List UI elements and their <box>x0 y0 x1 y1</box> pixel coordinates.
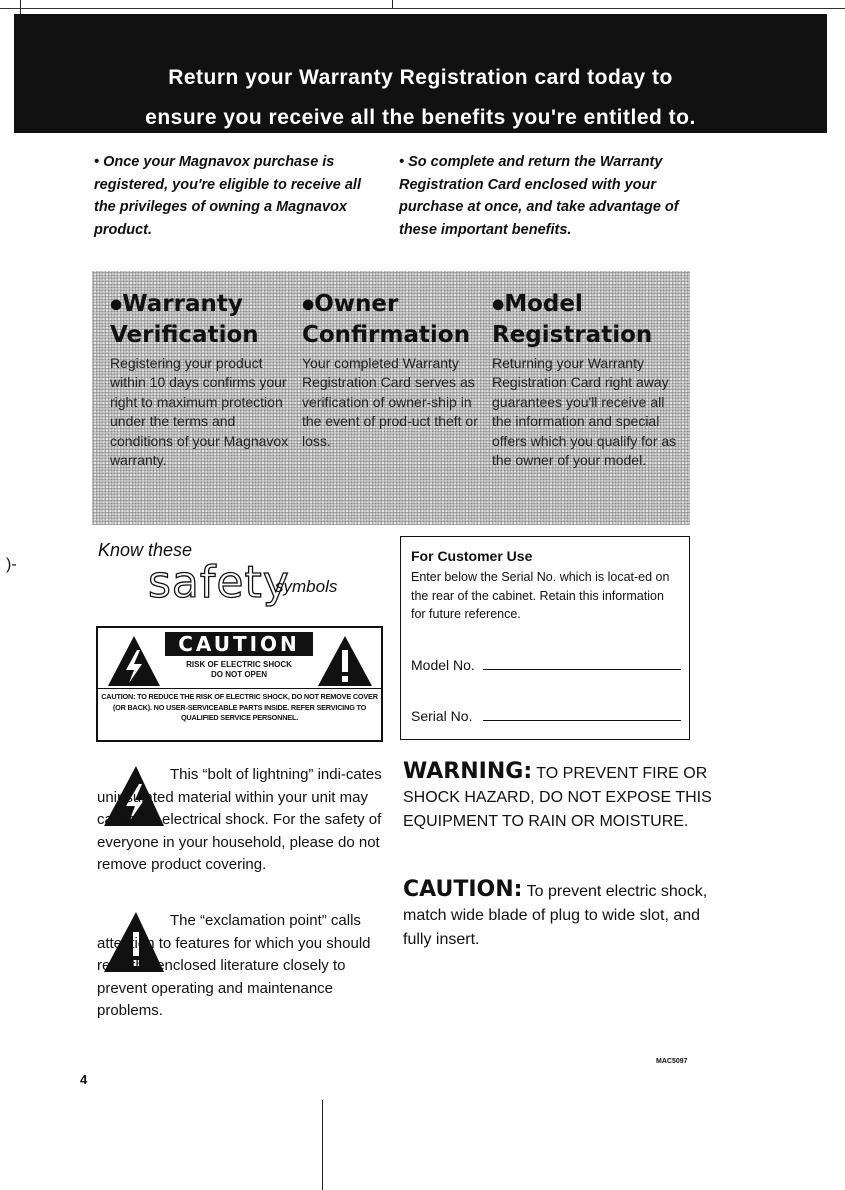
safety-word: safety <box>148 557 290 608</box>
benefit-owner <box>302 289 487 451</box>
crop-mark <box>322 1100 323 1190</box>
crop-mark <box>392 0 393 8</box>
customer-title: For Customer Use <box>411 548 533 564</box>
benefit-warranty <box>110 289 295 471</box>
bullet-right: • So complete and return the Warranty Registration Card enclosed with your purchase at once, and take advantage of these important benefits. <box>399 154 679 238</box>
benefit-body: Registering your product within 10 days confirms your right to maximum protection under the terms and conditions of your Magnavox warranty. <box>110 354 289 468</box>
bullet-left: • Once your Magnavox purchase is registered, you're eligible to receive all the privileges of owning a Magnavox product. <box>94 154 361 238</box>
benefit-title: Confirmation <box>302 321 470 348</box>
benefit-body: Your completed Warranty Registration Card serves as verification of owner-ship in the event of prod-uct theft or loss. <box>302 354 478 449</box>
exclamation-triangle-icon <box>316 634 374 688</box>
customer-instructions: Enter below the Serial No. which is locat-ed on the rear of the cabinet. Retain this information for future reference. <box>411 570 670 621</box>
benefit-title: ●Owner <box>302 291 399 317</box>
exclamation-text: The “exclamation point” calls attention to features for which you should read the enclosed literature closely to prevent operating and maintenance problems. <box>97 912 371 1019</box>
caution-title: CAUTION <box>165 632 313 656</box>
warranty-banner <box>14 14 827 133</box>
benefit-title: ●Model <box>492 291 583 317</box>
banner-line-2: ensure you receive all the benefits you're entitled to. <box>145 106 696 129</box>
margin-mark: )‐ <box>6 556 17 573</box>
caution-label <box>96 626 383 742</box>
warning-heading: WARNING: <box>403 759 533 784</box>
benefits-panel <box>92 271 690 525</box>
top-rule <box>0 0 845 9</box>
caution-subtitle: RISK OF ELECTRIC SHOCK DO NOT OPEN <box>186 660 292 679</box>
symbols-word: symbols <box>275 577 338 596</box>
bolt-text: This “bolt of lightning” indi-cates uninsulated material within your unit may cause an electrical shock. For the safety of everyone in your household, please do not remove product covering. <box>97 766 382 873</box>
serial-label: Serial No. <box>411 708 473 724</box>
caution-note: CAUTION: TO REDUCE THE RISK OF ELECTRIC SHOCK, DO NOT REMOVE COVER (OR BACK). NO USER-SERVICEABLE PARTS INSIDE. REFER SERVICING TO QUALIFIED SERVICE PERSONNEL. <box>101 692 378 722</box>
benefit-body: Returning your Warranty Registration Card right away guarantees you'll receive all the information and special offers which you qualify for as the owner of your model. <box>492 354 677 468</box>
benefit-title: ●Warranty <box>110 291 243 317</box>
model-label: Model No. <box>411 657 475 673</box>
customer-use-box <box>400 536 690 740</box>
model-field[interactable] <box>483 669 681 670</box>
benefit-model <box>492 289 677 471</box>
banner-line-1: Return your Warranty Registration card today to <box>168 66 673 89</box>
know-these-heading: Know these <box>98 540 193 560</box>
benefit-title: Registration <box>492 321 653 348</box>
caution-block <box>403 878 713 952</box>
document-code: MAC5097 <box>656 1058 688 1065</box>
benefit-title: Verification <box>110 321 259 348</box>
serial-field[interactable] <box>483 720 681 721</box>
crop-mark <box>20 0 21 14</box>
caution-text: To prevent electric shock, match wide blade of plug to wide slot, and fully insert. <box>403 883 708 948</box>
page-number: 4 <box>80 1072 88 1087</box>
warning-text: TO PREVENT FIRE OR SHOCK HAZARD, DO NOT EXPOSE THIS EQUIPMENT TO RAIN OR MOISTURE. <box>403 765 712 830</box>
warning-block <box>403 760 733 834</box>
lightning-triangle-icon <box>106 634 162 688</box>
caution-heading: CAUTION: <box>403 877 523 902</box>
